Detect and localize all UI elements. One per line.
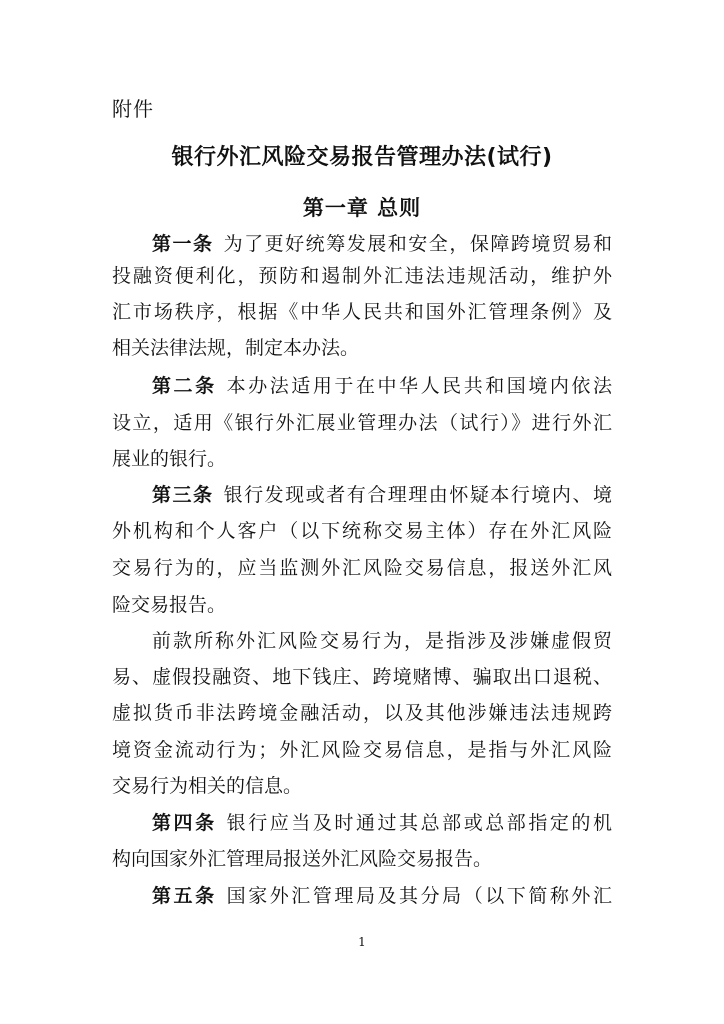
article-3-line-4: 险交易报告。 [112, 594, 227, 616]
article-2-label: 第二条 [152, 375, 217, 397]
paragraph-line-5: 交易行为相关的信息。 [112, 775, 303, 797]
attachment-label: 附件 [112, 97, 154, 121]
article-4-line-2: 构向国家外汇管理局报送外汇风险交易报告。 [112, 848, 493, 870]
paragraph-line-4: 境资金流动行为；外汇风险交易信息，是指与外汇风险 [112, 739, 612, 761]
page-number: 1 [358, 935, 366, 949]
article-3-line-1: 第三条 银行发现或者有合理理由怀疑本行境内、境 [152, 484, 612, 506]
chapter-heading: 第一章 总则 [302, 196, 422, 220]
article-1-line-2: 投融资便利化，预防和遏制外汇违法违规活动，维护外 [112, 265, 612, 287]
paragraph-line-3: 虚拟货币非法跨境金融活动，以及其他涉嫌违法违规跨 [112, 702, 612, 724]
article-3-line-2: 外机构和个人客户（以下统称交易主体）存在外汇风险 [112, 520, 612, 542]
paragraph-line-2: 易、虚假投融资、地下钱庄、跨境赌博、骗取出口退税、 [112, 666, 612, 688]
article-5-label: 第五条 [152, 885, 217, 907]
article-2-line-3: 展业的银行。 [112, 448, 227, 470]
paragraph-line-1: 前款所称外汇风险交易行为，是指涉及涉嫌虚假贸 [152, 630, 612, 652]
document-title: 银行外汇风险交易报告管理办法(试行) [171, 145, 553, 170]
article-2-line-2: 设立，适用《银行外汇展业管理办法（试行）》进行外汇 [112, 412, 612, 434]
article-2-line-1: 第二条 本办法适用于在中华人民共和国境内依法 [152, 375, 612, 397]
article-3-label: 第三条 [152, 484, 214, 506]
article-1-line-4: 相关法律法规，制定本办法。 [112, 337, 360, 359]
article-1-label: 第一条 [152, 233, 214, 255]
article-3-line-3: 交易行为的，应当监测外汇风险交易信息，报送外汇风 [112, 557, 612, 579]
article-1-line-1: 第一条 为了更好统筹发展和安全，保障跨境贸易和 [152, 233, 612, 255]
article-4-line-1: 第四条 银行应当及时通过其总部或总部指定的机 [152, 812, 612, 834]
article-4-label: 第四条 [152, 812, 217, 834]
article-1-line-3: 汇市场秩序，根据《中华人民共和国外汇管理条例》及 [112, 301, 612, 323]
article-5-line-1: 第五条 国家外汇管理局及其分局（以下简称外汇 [152, 885, 612, 907]
